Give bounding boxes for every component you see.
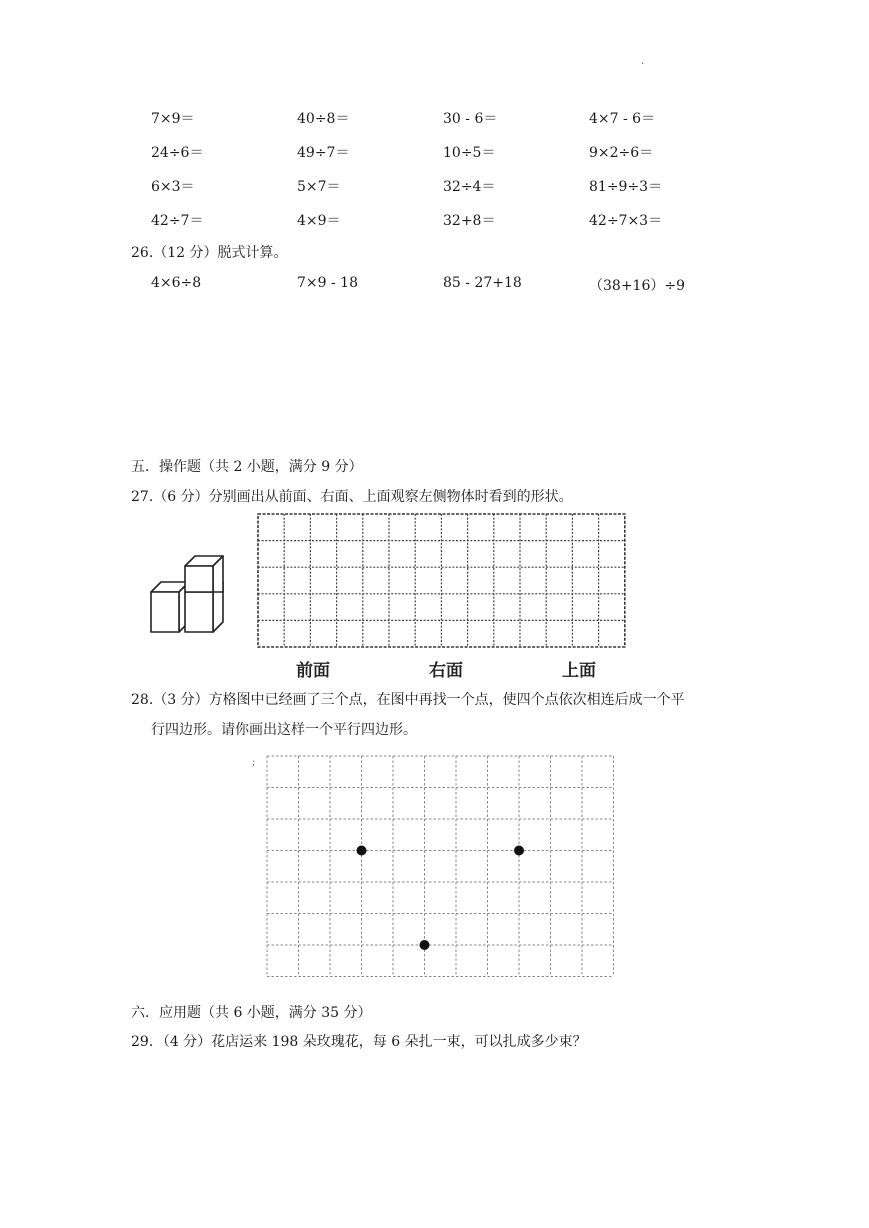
label-top-view: 上面 [562, 661, 596, 681]
calc-item: 32+8＝ [443, 213, 496, 229]
calc-item: 81÷9÷3＝ [589, 179, 663, 195]
calc-item: 49÷7＝ [297, 145, 350, 161]
calc-item: 4×9＝ [297, 213, 341, 229]
label-front-view: 前面 [296, 661, 330, 681]
calc-item: 10÷5＝ [443, 145, 496, 161]
calc-item: 32÷4＝ [443, 179, 496, 195]
drawing-grid-views [256, 512, 628, 652]
calc-item: 42÷7＝ [151, 213, 204, 229]
calc-item: 7×9＝ [151, 111, 195, 127]
grid-point [514, 846, 524, 856]
q26-expression: （38+16）÷9 [589, 278, 685, 294]
grid-point [420, 940, 430, 950]
q26-expression: 4×6÷8 [151, 275, 202, 291]
q26-title: 26.（12 分）脱式计算。 [131, 245, 288, 261]
calc-item: 42÷7×3＝ [589, 213, 663, 229]
section5-title: 五．操作题（共 2 小题，满分 9 分） [131, 459, 363, 475]
q26-expression: 7×9 - 18 [297, 275, 358, 291]
calc-item: 4×7 - 6＝ [589, 111, 656, 127]
q28-title-line2: 行四边形。请你画出这样一个平行四边形。 [151, 722, 417, 738]
q29-title: 29．（4 分）花店运来 198 朵玫瑰花，每 6 朵扎一束，可以扎成多少束？ [131, 1034, 587, 1050]
cube-figure [145, 552, 231, 636]
calc-item: 30 - 6＝ [443, 111, 498, 127]
parallelogram-grid [264, 754, 618, 982]
grid-point [357, 846, 367, 856]
q27-title: 27.（6 分）分别画出从前面、右面、上面观察左侧物体时看到的形状。 [131, 489, 573, 505]
header-dot: . [641, 56, 645, 67]
section6-title: 六．应用题（共 6 小题，满分 35 分） [131, 1005, 372, 1021]
q28-title-line1: 28.（3 分）方格图中已经画了三个点，在图中再找一个点，使四个点依次相连后成一个平 [131, 692, 685, 708]
calc-item: 9×2÷6＝ [589, 145, 654, 161]
calc-item: 6×3＝ [151, 179, 195, 195]
q26-expression: 85 - 27+18 [443, 275, 522, 291]
calc-item: 5×7＝ [297, 179, 341, 195]
calc-item: 24÷6＝ [151, 145, 204, 161]
calc-item: 40÷8＝ [297, 111, 350, 127]
label-right-view: 右面 [429, 661, 463, 681]
stray-mark: ; [252, 757, 256, 768]
